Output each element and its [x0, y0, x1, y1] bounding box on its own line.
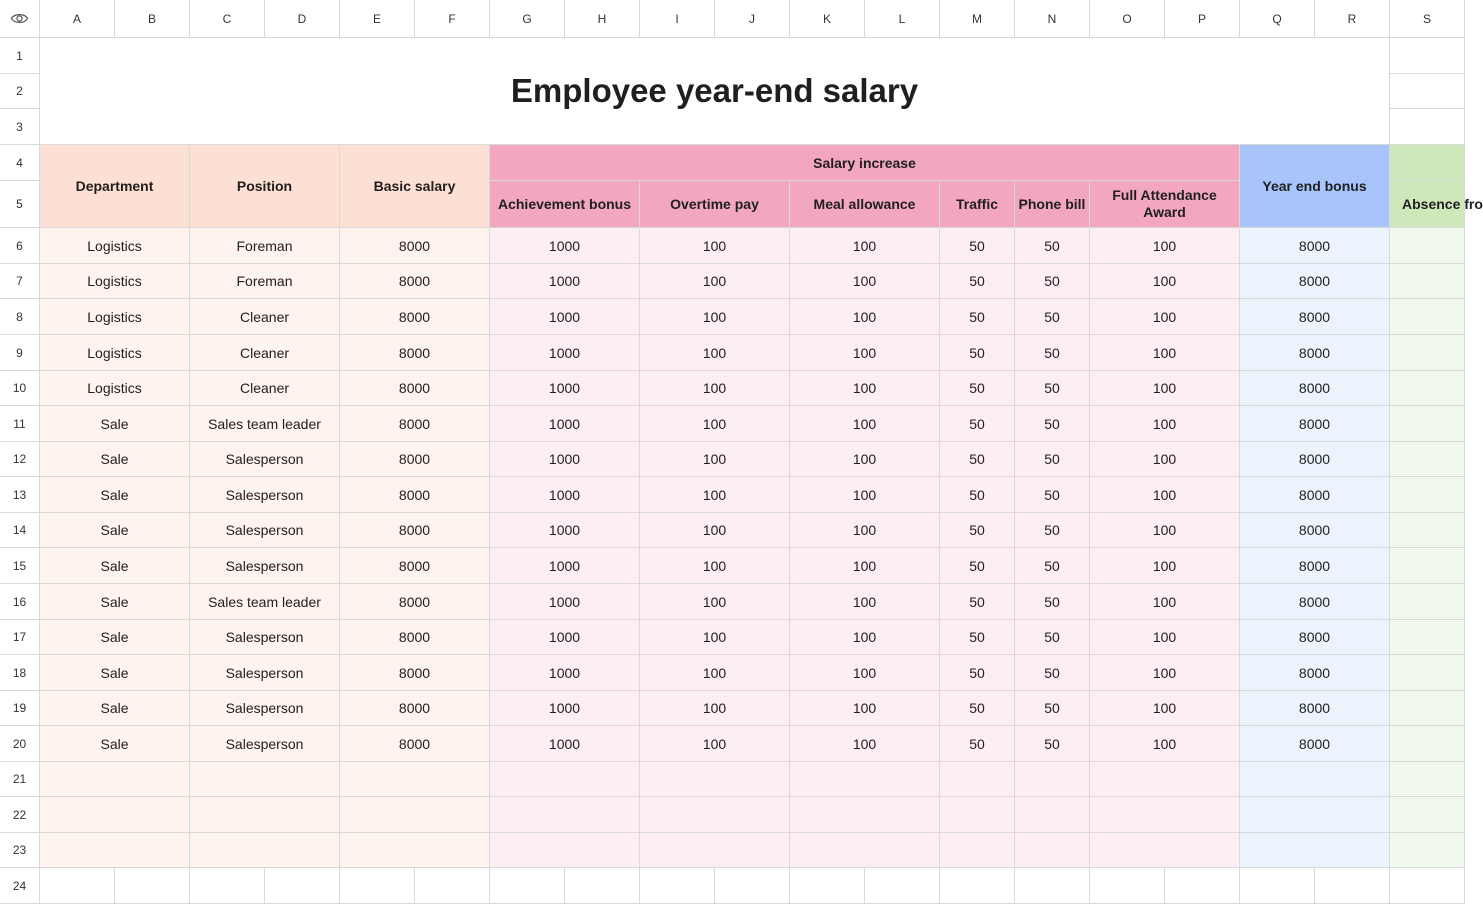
phone-bill-cell[interactable]: 50 — [1015, 406, 1090, 442]
year-end-bonus-cell[interactable]: 8000 — [1240, 406, 1390, 442]
traffic-cell[interactable]: 50 — [940, 371, 1015, 406]
absence-cell[interactable] — [1390, 548, 1465, 584]
basic-salary-cell[interactable]: 8000 — [340, 264, 490, 299]
meal-allowance-cell[interactable]: 100 — [790, 406, 940, 442]
absence-cell[interactable] — [1390, 833, 1465, 868]
absence-cell[interactable] — [1390, 299, 1465, 335]
phone-bill-cell[interactable]: 50 — [1015, 477, 1090, 513]
row-header-4[interactable]: 4 — [0, 145, 40, 181]
basic-salary-cell[interactable]: 8000 — [340, 726, 490, 762]
row-header-13[interactable]: 13 — [0, 477, 40, 513]
year-end-bonus-cell[interactable]: 8000 — [1240, 548, 1390, 584]
phone-bill-cell[interactable] — [1015, 762, 1090, 797]
phone-bill-cell[interactable]: 50 — [1015, 299, 1090, 335]
column-header-r[interactable]: R — [1315, 0, 1390, 38]
overtime-pay-cell[interactable]: 100 — [640, 655, 790, 691]
basic-salary-cell[interactable]: 8000 — [340, 691, 490, 726]
empty-cell[interactable] — [1015, 868, 1090, 904]
full-attendance-award-cell[interactable]: 100 — [1090, 335, 1240, 371]
column-header-d[interactable]: D — [265, 0, 340, 38]
basic-salary-cell[interactable]: 8000 — [340, 442, 490, 477]
absence-cell[interactable] — [1390, 691, 1465, 726]
traffic-cell[interactable]: 50 — [940, 477, 1015, 513]
department-cell[interactable]: Sale — [40, 513, 190, 548]
traffic-cell[interactable]: 50 — [940, 228, 1015, 264]
overtime-pay-cell[interactable]: 100 — [640, 335, 790, 371]
column-header-a[interactable]: A — [40, 0, 115, 38]
empty-cell[interactable] — [1315, 868, 1390, 904]
department-cell[interactable] — [40, 797, 190, 833]
overtime-pay-cell[interactable]: 100 — [640, 691, 790, 726]
traffic-cell[interactable]: 50 — [940, 335, 1015, 371]
position-cell[interactable] — [190, 762, 340, 797]
meal-allowance-cell[interactable] — [790, 762, 940, 797]
basic-salary-cell[interactable] — [340, 833, 490, 868]
basic-salary-cell[interactable]: 8000 — [340, 406, 490, 442]
achievement-bonus-cell[interactable]: 1000 — [490, 548, 640, 584]
achievement-bonus-cell[interactable] — [490, 762, 640, 797]
empty-cell[interactable] — [490, 868, 565, 904]
basic-salary-cell[interactable]: 8000 — [340, 299, 490, 335]
row-header-3[interactable]: 3 — [0, 109, 40, 145]
position-cell[interactable]: Salesperson — [190, 548, 340, 584]
meal-allowance-cell[interactable]: 100 — [790, 655, 940, 691]
row-header-6[interactable]: 6 — [0, 228, 40, 264]
traffic-cell[interactable]: 50 — [940, 691, 1015, 726]
traffic-cell[interactable] — [940, 833, 1015, 868]
empty-cell[interactable] — [1390, 868, 1465, 904]
meal-allowance-cell[interactable]: 100 — [790, 335, 940, 371]
achievement-bonus-cell[interactable]: 1000 — [490, 513, 640, 548]
column-header-f[interactable]: F — [415, 0, 490, 38]
full-attendance-award-cell[interactable]: 100 — [1090, 548, 1240, 584]
empty-cell[interactable] — [715, 868, 790, 904]
overtime-pay-cell[interactable]: 100 — [640, 299, 790, 335]
column-header-b[interactable]: B — [115, 0, 190, 38]
achievement-bonus-header[interactable]: Achievement bonus — [490, 181, 640, 228]
achievement-bonus-cell[interactable] — [490, 833, 640, 868]
traffic-cell[interactable]: 50 — [940, 655, 1015, 691]
traffic-cell[interactable]: 50 — [940, 299, 1015, 335]
department-cell[interactable]: Logistics — [40, 228, 190, 264]
empty-cell[interactable] — [115, 868, 190, 904]
absence-cell[interactable] — [1390, 335, 1465, 371]
empty-cell[interactable] — [640, 868, 715, 904]
position-cell[interactable]: Salesperson — [190, 620, 340, 655]
empty-cell[interactable] — [265, 868, 340, 904]
absence-cell[interactable] — [1390, 228, 1465, 264]
position-cell[interactable]: Foreman — [190, 264, 340, 299]
achievement-bonus-cell[interactable] — [490, 797, 640, 833]
basic-salary-cell[interactable]: 8000 — [340, 584, 490, 620]
overtime-pay-cell[interactable]: 100 — [640, 371, 790, 406]
meal-allowance-cell[interactable]: 100 — [790, 584, 940, 620]
year-end-bonus-cell[interactable]: 8000 — [1240, 371, 1390, 406]
absence-header-top[interactable] — [1390, 145, 1465, 181]
basic-salary-cell[interactable]: 8000 — [340, 548, 490, 584]
column-header-h[interactable]: H — [565, 0, 640, 38]
absence-cell[interactable] — [1390, 726, 1465, 762]
department-cell[interactable]: Sale — [40, 406, 190, 442]
sheet-title[interactable]: Employee year-end salary — [40, 38, 1390, 145]
traffic-cell[interactable]: 50 — [940, 442, 1015, 477]
row-header-7[interactable]: 7 — [0, 264, 40, 299]
column-header-s[interactable]: S — [1390, 0, 1465, 38]
department-cell[interactable]: Sale — [40, 584, 190, 620]
year-end-bonus-cell[interactable]: 8000 — [1240, 620, 1390, 655]
row-header-23[interactable]: 23 — [0, 833, 40, 868]
basic-salary-cell[interactable]: 8000 — [340, 513, 490, 548]
traffic-cell[interactable] — [940, 762, 1015, 797]
eye-icon[interactable] — [10, 9, 29, 28]
overtime-pay-cell[interactable]: 100 — [640, 584, 790, 620]
achievement-bonus-cell[interactable]: 1000 — [490, 726, 640, 762]
absence-cell[interactable] — [1390, 620, 1465, 655]
achievement-bonus-cell[interactable]: 1000 — [490, 264, 640, 299]
position-cell[interactable]: Sales team leader — [190, 406, 340, 442]
achievement-bonus-cell[interactable]: 1000 — [490, 228, 640, 264]
year-end-bonus-cell[interactable]: 8000 — [1240, 228, 1390, 264]
traffic-cell[interactable]: 50 — [940, 264, 1015, 299]
department-header[interactable]: Department — [40, 145, 190, 228]
row-header-5[interactable]: 5 — [0, 181, 40, 228]
meal-allowance-cell[interactable] — [790, 833, 940, 868]
position-header[interactable]: Position — [190, 145, 340, 228]
column-header-q[interactable]: Q — [1240, 0, 1315, 38]
phone-bill-cell[interactable] — [1015, 797, 1090, 833]
phone-bill-cell[interactable]: 50 — [1015, 584, 1090, 620]
meal-allowance-cell[interactable]: 100 — [790, 691, 940, 726]
achievement-bonus-cell[interactable]: 1000 — [490, 406, 640, 442]
row-header-12[interactable]: 12 — [0, 442, 40, 477]
traffic-cell[interactable]: 50 — [940, 548, 1015, 584]
meal-allowance-cell[interactable]: 100 — [790, 548, 940, 584]
row-header-16[interactable]: 16 — [0, 584, 40, 620]
achievement-bonus-cell[interactable]: 1000 — [490, 620, 640, 655]
basic-salary-cell[interactable]: 8000 — [340, 371, 490, 406]
row-header-18[interactable]: 18 — [0, 655, 40, 691]
overtime-pay-cell[interactable]: 100 — [640, 620, 790, 655]
department-cell[interactable]: Logistics — [40, 371, 190, 406]
phone-bill-cell[interactable]: 50 — [1015, 371, 1090, 406]
overtime-pay-cell[interactable]: 100 — [640, 513, 790, 548]
empty-cell[interactable] — [415, 868, 490, 904]
year-end-bonus-cell[interactable]: 8000 — [1240, 264, 1390, 299]
department-cell[interactable] — [40, 762, 190, 797]
traffic-cell[interactable]: 50 — [940, 726, 1015, 762]
row-header-22[interactable]: 22 — [0, 797, 40, 833]
year-end-bonus-cell[interactable]: 8000 — [1240, 726, 1390, 762]
empty-cell[interactable] — [565, 868, 640, 904]
basic-salary-cell[interactable] — [340, 762, 490, 797]
department-cell[interactable]: Sale — [40, 726, 190, 762]
phone-bill-cell[interactable]: 50 — [1015, 264, 1090, 299]
phone-bill-cell[interactable] — [1015, 833, 1090, 868]
traffic-cell[interactable]: 50 — [940, 584, 1015, 620]
phone-bill-cell[interactable]: 50 — [1015, 691, 1090, 726]
meal-allowance-cell[interactable]: 100 — [790, 371, 940, 406]
basic-salary-cell[interactable]: 8000 — [340, 620, 490, 655]
absence-cell[interactable] — [1390, 584, 1465, 620]
row-header-10[interactable]: 10 — [0, 371, 40, 406]
absence-cell[interactable] — [1390, 442, 1465, 477]
year-end-bonus-cell[interactable]: 8000 — [1240, 477, 1390, 513]
full-attendance-award-cell[interactable]: 100 — [1090, 620, 1240, 655]
meal-allowance-cell[interactable]: 100 — [790, 264, 940, 299]
position-cell[interactable]: Salesperson — [190, 691, 340, 726]
row-header-24[interactable]: 24 — [0, 868, 40, 904]
column-header-i[interactable]: I — [640, 0, 715, 38]
achievement-bonus-cell[interactable]: 1000 — [490, 335, 640, 371]
phone-bill-cell[interactable]: 50 — [1015, 228, 1090, 264]
year-end-bonus-cell[interactable] — [1240, 762, 1390, 797]
full-attendance-award-cell[interactable]: 100 — [1090, 228, 1240, 264]
phone-bill-cell[interactable]: 50 — [1015, 442, 1090, 477]
department-cell[interactable]: Sale — [40, 620, 190, 655]
absence-header[interactable]: Absence fro — [1390, 181, 1465, 228]
overtime-pay-cell[interactable] — [640, 797, 790, 833]
column-header-g[interactable]: G — [490, 0, 565, 38]
row-header-20[interactable]: 20 — [0, 726, 40, 762]
year-end-bonus-cell[interactable]: 8000 — [1240, 442, 1390, 477]
basic-salary-cell[interactable]: 8000 — [340, 655, 490, 691]
phone-bill-cell[interactable]: 50 — [1015, 513, 1090, 548]
full-attendance-award-cell[interactable]: 100 — [1090, 477, 1240, 513]
department-cell[interactable]: Sale — [40, 548, 190, 584]
phone-bill-header[interactable]: Phone bill — [1015, 181, 1090, 228]
empty-cell[interactable] — [865, 868, 940, 904]
position-cell[interactable]: Cleaner — [190, 335, 340, 371]
cell-s2[interactable] — [1390, 74, 1465, 109]
empty-cell[interactable] — [940, 868, 1015, 904]
traffic-header[interactable]: Traffic — [940, 181, 1015, 228]
column-header-m[interactable]: M — [940, 0, 1015, 38]
traffic-cell[interactable]: 50 — [940, 513, 1015, 548]
position-cell[interactable] — [190, 797, 340, 833]
traffic-cell[interactable]: 50 — [940, 620, 1015, 655]
phone-bill-cell[interactable]: 50 — [1015, 620, 1090, 655]
achievement-bonus-cell[interactable]: 1000 — [490, 442, 640, 477]
meal-allowance-header[interactable]: Meal allowance — [790, 181, 940, 228]
empty-cell[interactable] — [1240, 868, 1315, 904]
achievement-bonus-cell[interactable]: 1000 — [490, 477, 640, 513]
traffic-cell[interactable]: 50 — [940, 406, 1015, 442]
basic-salary-cell[interactable]: 8000 — [340, 477, 490, 513]
empty-cell[interactable] — [790, 868, 865, 904]
absence-cell[interactable] — [1390, 655, 1465, 691]
column-header-o[interactable]: O — [1090, 0, 1165, 38]
full-attendance-award-cell[interactable]: 100 — [1090, 406, 1240, 442]
overtime-pay-cell[interactable]: 100 — [640, 406, 790, 442]
select-all-corner[interactable] — [0, 0, 40, 38]
row-header-17[interactable]: 17 — [0, 620, 40, 655]
full-attendance-award-header[interactable]: Full Attendance Award — [1090, 181, 1240, 228]
department-cell[interactable]: Sale — [40, 477, 190, 513]
achievement-bonus-cell[interactable]: 1000 — [490, 299, 640, 335]
row-header-11[interactable]: 11 — [0, 406, 40, 442]
absence-cell[interactable] — [1390, 371, 1465, 406]
meal-allowance-cell[interactable]: 100 — [790, 299, 940, 335]
year-end-bonus-cell[interactable]: 8000 — [1240, 299, 1390, 335]
full-attendance-award-cell[interactable] — [1090, 762, 1240, 797]
position-cell[interactable]: Salesperson — [190, 442, 340, 477]
meal-allowance-cell[interactable]: 100 — [790, 620, 940, 655]
column-header-n[interactable]: N — [1015, 0, 1090, 38]
meal-allowance-cell[interactable] — [790, 797, 940, 833]
year-end-bonus-cell[interactable] — [1240, 797, 1390, 833]
position-cell[interactable] — [190, 833, 340, 868]
position-cell[interactable]: Salesperson — [190, 513, 340, 548]
achievement-bonus-cell[interactable]: 1000 — [490, 371, 640, 406]
full-attendance-award-cell[interactable]: 100 — [1090, 584, 1240, 620]
full-attendance-award-cell[interactable] — [1090, 797, 1240, 833]
phone-bill-cell[interactable]: 50 — [1015, 655, 1090, 691]
department-cell[interactable] — [40, 833, 190, 868]
full-attendance-award-cell[interactable]: 100 — [1090, 264, 1240, 299]
absence-cell[interactable] — [1390, 762, 1465, 797]
row-header-2[interactable]: 2 — [0, 74, 40, 109]
row-header-21[interactable]: 21 — [0, 762, 40, 797]
full-attendance-award-cell[interactable]: 100 — [1090, 726, 1240, 762]
department-cell[interactable]: Logistics — [40, 335, 190, 371]
department-cell[interactable]: Sale — [40, 655, 190, 691]
basic-salary-header[interactable]: Basic salary — [340, 145, 490, 228]
traffic-cell[interactable] — [940, 797, 1015, 833]
empty-cell[interactable] — [40, 868, 115, 904]
phone-bill-cell[interactable]: 50 — [1015, 335, 1090, 371]
absence-cell[interactable] — [1390, 406, 1465, 442]
year-end-bonus-header[interactable]: Year end bonus — [1240, 145, 1390, 228]
overtime-pay-cell[interactable]: 100 — [640, 477, 790, 513]
position-cell[interactable]: Salesperson — [190, 655, 340, 691]
row-header-19[interactable]: 19 — [0, 691, 40, 726]
year-end-bonus-cell[interactable]: 8000 — [1240, 655, 1390, 691]
position-cell[interactable]: Cleaner — [190, 371, 340, 406]
absence-cell[interactable] — [1390, 264, 1465, 299]
department-cell[interactable]: Sale — [40, 691, 190, 726]
full-attendance-award-cell[interactable]: 100 — [1090, 299, 1240, 335]
year-end-bonus-cell[interactable]: 8000 — [1240, 691, 1390, 726]
overtime-pay-cell[interactable]: 100 — [640, 442, 790, 477]
absence-cell[interactable] — [1390, 513, 1465, 548]
empty-cell[interactable] — [1090, 868, 1165, 904]
row-header-8[interactable]: 8 — [0, 299, 40, 335]
meal-allowance-cell[interactable]: 100 — [790, 477, 940, 513]
empty-cell[interactable] — [1165, 868, 1240, 904]
row-header-14[interactable]: 14 — [0, 513, 40, 548]
overtime-pay-cell[interactable]: 100 — [640, 548, 790, 584]
column-header-p[interactable]: P — [1165, 0, 1240, 38]
position-cell[interactable]: Cleaner — [190, 299, 340, 335]
overtime-pay-cell[interactable] — [640, 833, 790, 868]
basic-salary-cell[interactable]: 8000 — [340, 228, 490, 264]
phone-bill-cell[interactable]: 50 — [1015, 548, 1090, 584]
basic-salary-cell[interactable] — [340, 797, 490, 833]
row-header-1[interactable]: 1 — [0, 38, 40, 74]
phone-bill-cell[interactable]: 50 — [1015, 726, 1090, 762]
column-header-c[interactable]: C — [190, 0, 265, 38]
meal-allowance-cell[interactable]: 100 — [790, 513, 940, 548]
overtime-pay-cell[interactable] — [640, 762, 790, 797]
empty-cell[interactable] — [340, 868, 415, 904]
empty-cell[interactable] — [190, 868, 265, 904]
meal-allowance-cell[interactable]: 100 — [790, 726, 940, 762]
year-end-bonus-cell[interactable]: 8000 — [1240, 335, 1390, 371]
achievement-bonus-cell[interactable]: 1000 — [490, 691, 640, 726]
column-header-e[interactable]: E — [340, 0, 415, 38]
absence-cell[interactable] — [1390, 797, 1465, 833]
column-header-j[interactable]: J — [715, 0, 790, 38]
full-attendance-award-cell[interactable]: 100 — [1090, 371, 1240, 406]
absence-cell[interactable] — [1390, 477, 1465, 513]
position-cell[interactable]: Salesperson — [190, 726, 340, 762]
salary-increase-header[interactable]: Salary increase — [490, 145, 1240, 181]
department-cell[interactable]: Sale — [40, 442, 190, 477]
achievement-bonus-cell[interactable]: 1000 — [490, 655, 640, 691]
cell-s3[interactable] — [1390, 109, 1465, 145]
year-end-bonus-cell[interactable] — [1240, 833, 1390, 868]
row-header-9[interactable]: 9 — [0, 335, 40, 371]
overtime-pay-cell[interactable]: 100 — [640, 264, 790, 299]
meal-allowance-cell[interactable]: 100 — [790, 442, 940, 477]
full-attendance-award-cell[interactable]: 100 — [1090, 442, 1240, 477]
year-end-bonus-cell[interactable]: 8000 — [1240, 584, 1390, 620]
year-end-bonus-cell[interactable]: 8000 — [1240, 513, 1390, 548]
position-cell[interactable]: Sales team leader — [190, 584, 340, 620]
achievement-bonus-cell[interactable]: 1000 — [490, 584, 640, 620]
department-cell[interactable]: Logistics — [40, 264, 190, 299]
overtime-pay-cell[interactable]: 100 — [640, 228, 790, 264]
position-cell[interactable]: Salesperson — [190, 477, 340, 513]
meal-allowance-cell[interactable]: 100 — [790, 228, 940, 264]
full-attendance-award-cell[interactable]: 100 — [1090, 655, 1240, 691]
cell-s1[interactable] — [1390, 38, 1465, 74]
department-cell[interactable]: Logistics — [40, 299, 190, 335]
basic-salary-cell[interactable]: 8000 — [340, 335, 490, 371]
full-attendance-award-cell[interactable]: 100 — [1090, 513, 1240, 548]
overtime-pay-cell[interactable]: 100 — [640, 726, 790, 762]
full-attendance-award-cell[interactable]: 100 — [1090, 691, 1240, 726]
row-header-15[interactable]: 15 — [0, 548, 40, 584]
column-header-l[interactable]: L — [865, 0, 940, 38]
column-header-k[interactable]: K — [790, 0, 865, 38]
overtime-pay-header[interactable]: Overtime pay — [640, 181, 790, 228]
full-attendance-award-cell[interactable] — [1090, 833, 1240, 868]
position-cell[interactable]: Foreman — [190, 228, 340, 264]
